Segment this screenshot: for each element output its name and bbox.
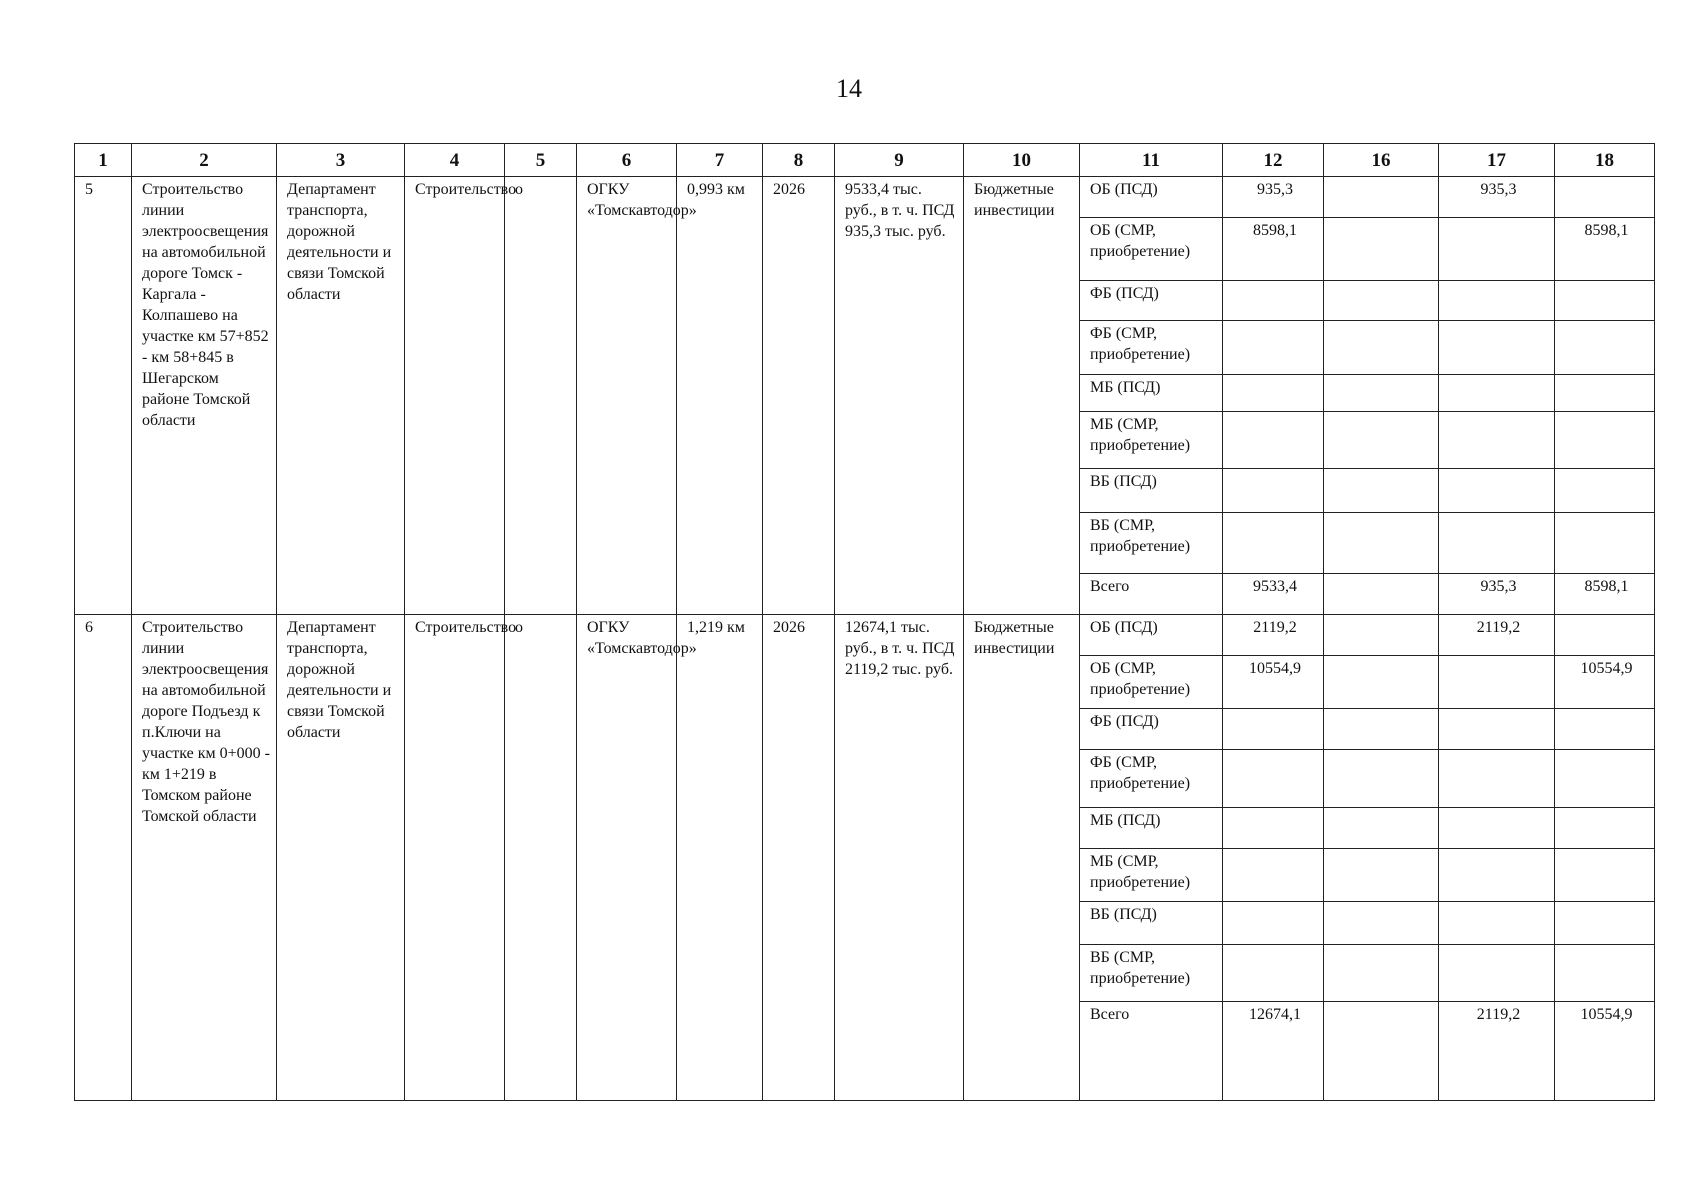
object-capacity: 0,993 км <box>677 177 763 615</box>
amount-cell: 2119,2 <box>1439 615 1555 656</box>
amount-cell: 8598,1 <box>1223 218 1324 281</box>
amount-cell: 935,3 <box>1223 177 1324 218</box>
header-cell: 18 <box>1555 144 1655 177</box>
header-cell: 6 <box>577 144 677 177</box>
funding-source-label: ФБ (СМР, приобретение) <box>1080 321 1223 375</box>
amount-cell <box>1324 321 1439 375</box>
funding-source-label: ФБ (ПСД) <box>1080 709 1223 750</box>
header-cell: 1 <box>75 144 132 177</box>
funding-source-label: Всего <box>1080 1002 1223 1101</box>
funding-source-label: ВБ (ПСД) <box>1080 902 1223 945</box>
amount-cell <box>1223 808 1324 849</box>
amount-cell <box>1439 281 1555 321</box>
amount-cell <box>1555 615 1655 656</box>
funding-source-label: ВБ (СМР, приобретение) <box>1080 513 1223 574</box>
amount-cell <box>1223 321 1324 375</box>
header-cell: 4 <box>405 144 505 177</box>
funding-source-label: МБ (ПСД) <box>1080 808 1223 849</box>
amount-cell <box>1555 808 1655 849</box>
amount-cell: 12674,1 <box>1223 1002 1324 1101</box>
amount-cell <box>1439 412 1555 469</box>
header-cell: 10 <box>964 144 1080 177</box>
amount-cell <box>1324 945 1439 1002</box>
amount-cell <box>1555 321 1655 375</box>
amount-cell <box>1439 750 1555 808</box>
amount-cell <box>1555 902 1655 945</box>
amount-cell <box>1555 375 1655 412</box>
amount-cell <box>1439 218 1555 281</box>
object-col5: о <box>505 615 577 1101</box>
object-work-type: Строительство <box>405 615 505 1101</box>
object-name: Строительство линии электроосвещения на автомобильной дороге Подъезд к п.Ключи на участке км 0+000 - км 1+219 в Томском районе Томской области <box>132 615 277 1101</box>
amount-cell: 935,3 <box>1439 177 1555 218</box>
funding-source-label: МБ (СМР, приобретение) <box>1080 849 1223 902</box>
funding-source-label: МБ (СМР, приобретение) <box>1080 412 1223 469</box>
amount-cell <box>1439 945 1555 1002</box>
amount-cell: 10554,9 <box>1555 1002 1655 1101</box>
amount-cell <box>1439 808 1555 849</box>
page-number: 14 <box>836 74 862 103</box>
object-customer: ОГКУ «Томскавтодор» <box>577 615 677 1101</box>
header-cell: 2 <box>132 144 277 177</box>
amount-cell <box>1223 750 1324 808</box>
amount-cell <box>1324 412 1439 469</box>
amount-cell <box>1223 469 1324 513</box>
object-cost: 12674,1 тыс. руб., в т. ч. ПСД 2119,2 тыс. руб. <box>835 615 964 1101</box>
object-capacity: 1,219 км <box>677 615 763 1101</box>
amount-cell <box>1555 412 1655 469</box>
amount-cell <box>1555 945 1655 1002</box>
object-investment-type: Бюджетные инвестиции <box>964 177 1080 615</box>
amount-cell <box>1439 902 1555 945</box>
amount-cell <box>1555 849 1655 902</box>
funding-source-label: ВБ (СМР, приобретение) <box>1080 945 1223 1002</box>
amount-cell <box>1555 750 1655 808</box>
amount-cell <box>1324 469 1439 513</box>
funding-source-label: МБ (ПСД) <box>1080 375 1223 412</box>
amount-cell <box>1439 375 1555 412</box>
amount-cell <box>1555 709 1655 750</box>
object-name: Строительство линии электроосвещения на автомобильной дороге Томск - Каргала - Колпашево на участке км 57+852 - км 58+845 в Шегарском районе Томской области <box>132 177 277 615</box>
amount-cell <box>1324 574 1439 615</box>
amount-cell <box>1324 808 1439 849</box>
amount-cell <box>1324 656 1439 709</box>
amount-cell <box>1324 281 1439 321</box>
amount-cell <box>1223 412 1324 469</box>
amount-cell <box>1439 469 1555 513</box>
object-col5: о <box>505 177 577 615</box>
amount-cell: 10554,9 <box>1223 656 1324 709</box>
amount-cell <box>1555 281 1655 321</box>
funding-source-label: Всего <box>1080 574 1223 615</box>
table-row <box>75 177 1655 218</box>
amount-cell <box>1324 615 1439 656</box>
header-cell: 9 <box>835 144 964 177</box>
amount-cell <box>1324 750 1439 808</box>
object-year: 2026 <box>763 177 835 615</box>
amount-cell <box>1223 849 1324 902</box>
amount-cell <box>1223 375 1324 412</box>
amount-cell: 8598,1 <box>1555 574 1655 615</box>
table-body <box>75 177 1655 1101</box>
object-department: Департамент транспорта, дорожной деятельности и связи Томской области <box>277 615 405 1101</box>
object-department: Департамент транспорта, дорожной деятельности и связи Томской области <box>277 177 405 615</box>
header-cell: 3 <box>277 144 405 177</box>
amount-cell <box>1223 709 1324 750</box>
amount-cell <box>1324 177 1439 218</box>
amount-cell <box>1324 218 1439 281</box>
header-cell: 7 <box>677 144 763 177</box>
header-cell: 8 <box>763 144 835 177</box>
amount-cell <box>1555 469 1655 513</box>
amount-cell <box>1324 513 1439 574</box>
header-row <box>75 144 1655 177</box>
object-work-type: Строительство <box>405 177 505 615</box>
amount-cell <box>1324 1002 1439 1101</box>
object-investment-type: Бюджетные инвестиции <box>964 615 1080 1101</box>
header-cell: 16 <box>1324 144 1439 177</box>
investment-table <box>74 143 1655 1101</box>
funding-source-label: ФБ (СМР, приобретение) <box>1080 750 1223 808</box>
amount-cell <box>1223 513 1324 574</box>
amount-cell <box>1439 849 1555 902</box>
amount-cell <box>1555 177 1655 218</box>
amount-cell <box>1439 709 1555 750</box>
funding-source-label: ОБ (СМР, приобретение) <box>1080 218 1223 281</box>
amount-cell <box>1555 513 1655 574</box>
amount-cell <box>1223 281 1324 321</box>
funding-source-label: ОБ (ПСД) <box>1080 177 1223 218</box>
amount-cell <box>1439 656 1555 709</box>
amount-cell: 935,3 <box>1439 574 1555 615</box>
amount-cell <box>1439 513 1555 574</box>
header-cell: 17 <box>1439 144 1555 177</box>
amount-cell <box>1439 321 1555 375</box>
amount-cell: 2119,2 <box>1439 1002 1555 1101</box>
header-cell: 11 <box>1080 144 1223 177</box>
amount-cell: 8598,1 <box>1555 218 1655 281</box>
object-number: 5 <box>75 177 132 615</box>
amount-cell <box>1324 902 1439 945</box>
amount-cell <box>1324 375 1439 412</box>
object-cost: 9533,4 тыс. руб., в т. ч. ПСД 935,3 тыс. руб. <box>835 177 964 615</box>
amount-cell <box>1324 709 1439 750</box>
header-cell: 5 <box>505 144 577 177</box>
funding-source-label: ОБ (СМР, приобретение) <box>1080 656 1223 709</box>
funding-source-label: ОБ (ПСД) <box>1080 615 1223 656</box>
object-customer: ОГКУ «Томскавтодор» <box>577 177 677 615</box>
object-year: 2026 <box>763 615 835 1101</box>
amount-cell: 10554,9 <box>1555 656 1655 709</box>
header-cell: 12 <box>1223 144 1324 177</box>
amount-cell: 9533,4 <box>1223 574 1324 615</box>
funding-source-label: ФБ (ПСД) <box>1080 281 1223 321</box>
amount-cell <box>1223 902 1324 945</box>
object-number: 6 <box>75 615 132 1101</box>
amount-cell <box>1223 945 1324 1002</box>
funding-source-label: ВБ (ПСД) <box>1080 469 1223 513</box>
table-row <box>75 615 1655 656</box>
amount-cell: 2119,2 <box>1223 615 1324 656</box>
amount-cell <box>1324 849 1439 902</box>
